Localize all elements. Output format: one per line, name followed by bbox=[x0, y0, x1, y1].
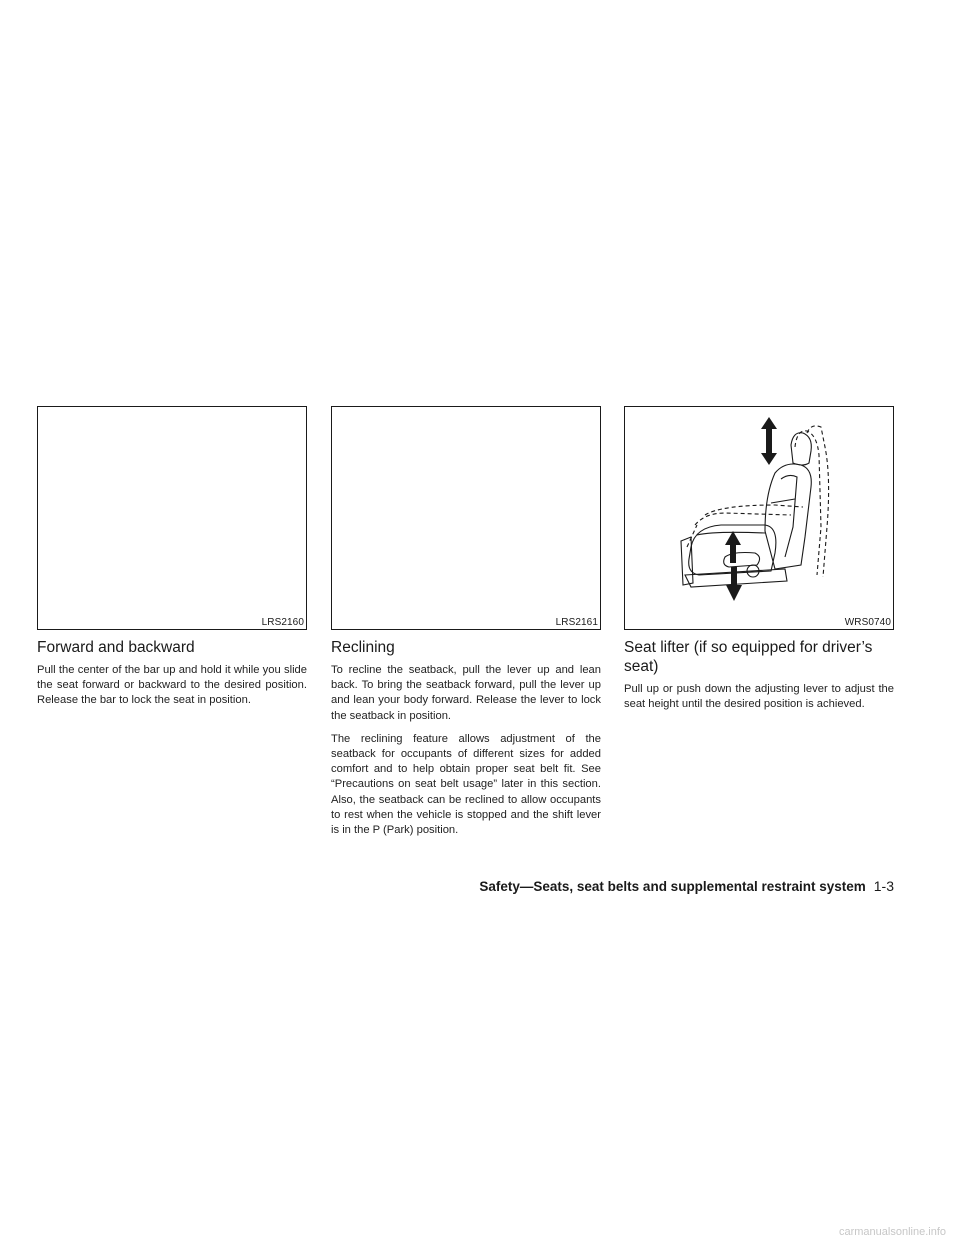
section-heading: Reclining bbox=[331, 639, 395, 656]
section-paragraph: The reclining feature allows adjustment of the seatback for occupants of different sizes for added comfort and to help obtain proper seat belt fit. See “Precautions on seat belt usage” later in this section. Also, the seatback can be reclined to allow occupants to rest when the vehicle is stopped and the shift lever is in the P (Park) position. bbox=[331, 732, 601, 837]
figure-forward-backward bbox=[37, 406, 307, 630]
figure-reclining bbox=[331, 406, 601, 630]
section-paragraph: Pull the center of the bar up and hold it while you slide the seat forward or backward to the desired position. Release the bar to lock the seat in position. bbox=[37, 664, 307, 707]
section-heading: Seat lifter (if so equipped for driver’s seat) bbox=[624, 639, 873, 675]
section-paragraph: Pull up or push down the adjusting lever to adjust the seat height until the desired position is achieved. bbox=[624, 683, 894, 711]
figure-code: LRS2161 bbox=[555, 617, 598, 628]
section-seat-lifter bbox=[624, 406, 894, 720]
section-paragraph: To recline the seatback, pull the lever up and lean back. To bring the seatback forward, pull the lever up and lean your body forward. Release the lever to lock the seatback in position. bbox=[331, 664, 601, 722]
page-footer bbox=[479, 878, 894, 894]
section-forward-backward bbox=[37, 406, 307, 717]
section-reclining bbox=[331, 406, 601, 846]
seat-lifter-illustration bbox=[625, 407, 893, 629]
footer-title: Safety—Seats, seat belts and supplemental restraint system bbox=[479, 879, 866, 894]
figure-code: WRS0740 bbox=[844, 617, 891, 628]
figure-seat-lifter bbox=[624, 406, 894, 630]
page-number: 1-3 bbox=[873, 878, 894, 894]
section-heading: Forward and backward bbox=[37, 639, 195, 656]
figure-code: LRS2160 bbox=[261, 617, 304, 628]
watermark: carmanualsonline.info bbox=[838, 1226, 946, 1238]
